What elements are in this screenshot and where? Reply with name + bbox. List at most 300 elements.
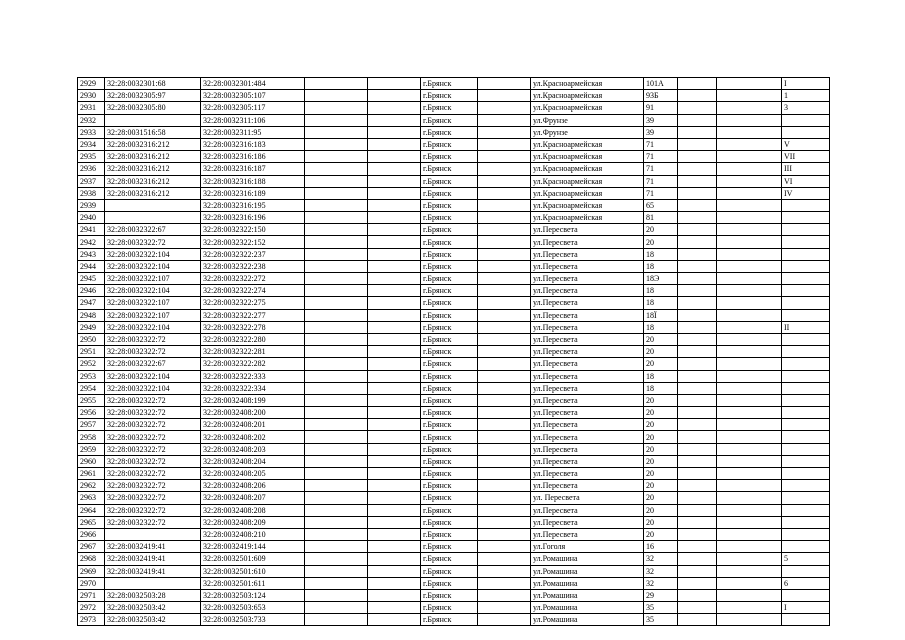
blank-cell-a	[305, 407, 368, 419]
city-cell: г.Брянск	[421, 236, 478, 248]
house-number-cell: 20	[644, 492, 678, 504]
premises-number-cell	[782, 443, 830, 455]
city-cell: г.Брянск	[421, 480, 478, 492]
blank-cell-a	[305, 138, 368, 150]
cadastral-number-cell: 32:28:0032311:106	[201, 114, 305, 126]
parent-cadastral-number-cell: 32:28:0032322:72	[105, 394, 201, 406]
street-cell: ул.Гоголя	[531, 541, 644, 553]
parent-cadastral-number-cell	[105, 199, 201, 211]
premises-number-cell	[782, 358, 830, 370]
house-number-cell: 20	[644, 419, 678, 431]
blank-cell-b	[368, 273, 421, 285]
blank-cell-b	[368, 492, 421, 504]
blank-cell-e	[717, 236, 782, 248]
parent-cadastral-number-cell	[105, 528, 201, 540]
house-number-cell: 20	[644, 394, 678, 406]
blank-cell-c	[478, 309, 531, 321]
premises-number-cell: 1	[782, 90, 830, 102]
blank-cell-a	[305, 273, 368, 285]
blank-cell-b	[368, 455, 421, 467]
blank-cell-a	[305, 224, 368, 236]
table-row	[78, 455, 830, 467]
cadastral-number-cell: 32:28:0032408:201	[201, 419, 305, 431]
parent-cadastral-number-cell: 32:28:0032322:72	[105, 492, 201, 504]
street-cell: ул.Пересвета	[531, 333, 644, 345]
city-cell: г.Брянск	[421, 102, 478, 114]
city-cell: г.Брянск	[421, 212, 478, 224]
cadastral-number-cell: 32:28:0032322:272	[201, 273, 305, 285]
parent-cadastral-number-cell: 32:28:0032322:72	[105, 236, 201, 248]
blank-cell-a	[305, 382, 368, 394]
parent-cadastral-number-cell: 32:28:0032316:212	[105, 151, 201, 163]
table-body	[78, 78, 830, 626]
blank-cell-a	[305, 333, 368, 345]
blank-cell-b	[368, 236, 421, 248]
blank-cell-d	[678, 407, 717, 419]
blank-cell-c	[478, 455, 531, 467]
parent-cadastral-number-cell: 32:28:0032322:72	[105, 443, 201, 455]
blank-cell-d	[678, 78, 717, 90]
blank-cell-c	[478, 541, 531, 553]
table-row	[78, 346, 830, 358]
street-cell: ул.Пересвета	[531, 224, 644, 236]
parent-cadastral-number-cell: 32:28:0032301:68	[105, 78, 201, 90]
blank-cell-d	[678, 504, 717, 516]
blank-cell-a	[305, 492, 368, 504]
blank-cell-a	[305, 565, 368, 577]
blank-cell-a	[305, 309, 368, 321]
parent-cadastral-number-cell: 32:28:0032322:107	[105, 273, 201, 285]
house-number-cell: 18	[644, 248, 678, 260]
street-cell: ул.Пересвета	[531, 394, 644, 406]
house-number-cell: 18Ї	[644, 309, 678, 321]
blank-cell-c	[478, 407, 531, 419]
cadastral-number-cell: 32:28:0032305:107	[201, 90, 305, 102]
cadastral-number-cell: 32:28:0032501:611	[201, 577, 305, 589]
blank-cell-a	[305, 516, 368, 528]
house-number-cell: 71	[644, 163, 678, 175]
blank-cell-d	[678, 212, 717, 224]
table-row	[78, 102, 830, 114]
table-row	[78, 565, 830, 577]
city-cell: г.Брянск	[421, 138, 478, 150]
row-number-cell: 2972	[78, 602, 105, 614]
row-number-cell: 2957	[78, 419, 105, 431]
house-number-cell: 32	[644, 577, 678, 589]
house-number-cell: 20	[644, 358, 678, 370]
blank-cell-d	[678, 565, 717, 577]
cadastral-number-cell: 32:28:0032322:281	[201, 346, 305, 358]
street-cell: ул.Ромашина	[531, 577, 644, 589]
blank-cell-b	[368, 187, 421, 199]
blank-cell-c	[478, 480, 531, 492]
house-number-cell: 18	[644, 321, 678, 333]
blank-cell-c	[478, 370, 531, 382]
city-cell: г.Брянск	[421, 565, 478, 577]
blank-cell-a	[305, 236, 368, 248]
blank-cell-c	[478, 90, 531, 102]
cadastral-number-cell: 32:28:0032311:95	[201, 126, 305, 138]
street-cell: ул.Красноармейская	[531, 199, 644, 211]
cadastral-number-cell: 32:28:0032503:653	[201, 602, 305, 614]
blank-cell-a	[305, 455, 368, 467]
premises-number-cell	[782, 285, 830, 297]
blank-cell-d	[678, 541, 717, 553]
blank-cell-c	[478, 236, 531, 248]
cadastral-number-cell: 32:28:0032322:150	[201, 224, 305, 236]
parent-cadastral-number-cell: 32:28:0032322:104	[105, 248, 201, 260]
blank-cell-c	[478, 602, 531, 614]
blank-cell-a	[305, 589, 368, 601]
blank-cell-b	[368, 212, 421, 224]
row-number-cell: 2964	[78, 504, 105, 516]
row-number-cell: 2936	[78, 163, 105, 175]
premises-number-cell	[782, 382, 830, 394]
table-row	[78, 224, 830, 236]
parent-cadastral-number-cell: 32:28:0032322:72	[105, 431, 201, 443]
parent-cadastral-number-cell: 32:28:0032305:97	[105, 90, 201, 102]
blank-cell-d	[678, 114, 717, 126]
table-row	[78, 273, 830, 285]
blank-cell-d	[678, 382, 717, 394]
table-row	[78, 394, 830, 406]
blank-cell-a	[305, 602, 368, 614]
blank-cell-c	[478, 589, 531, 601]
house-number-cell: 20	[644, 224, 678, 236]
city-cell: г.Брянск	[421, 273, 478, 285]
house-number-cell: 71	[644, 187, 678, 199]
blank-cell-a	[305, 199, 368, 211]
cadastral-number-cell: 32:28:0032408:205	[201, 468, 305, 480]
premises-number-cell: I	[782, 78, 830, 90]
blank-cell-d	[678, 516, 717, 528]
city-cell: г.Брянск	[421, 370, 478, 382]
blank-cell-e	[717, 382, 782, 394]
cadastral-number-cell: 32:28:0032316:187	[201, 163, 305, 175]
house-number-cell: 18	[644, 370, 678, 382]
table-row	[78, 138, 830, 150]
street-cell: ул.Пересвета	[531, 297, 644, 309]
city-cell: г.Брянск	[421, 321, 478, 333]
blank-cell-c	[478, 297, 531, 309]
row-number-cell: 2931	[78, 102, 105, 114]
parent-cadastral-number-cell: 32:28:0032322:107	[105, 309, 201, 321]
blank-cell-e	[717, 151, 782, 163]
parent-cadastral-number-cell: 32:28:0032316:212	[105, 175, 201, 187]
city-cell: г.Брянск	[421, 199, 478, 211]
street-cell: ул.Пересвета	[531, 528, 644, 540]
city-cell: г.Брянск	[421, 151, 478, 163]
blank-cell-a	[305, 553, 368, 565]
parent-cadastral-number-cell	[105, 577, 201, 589]
house-number-cell: 29	[644, 589, 678, 601]
blank-cell-d	[678, 589, 717, 601]
parent-cadastral-number-cell: 32:28:0032419:41	[105, 565, 201, 577]
blank-cell-b	[368, 285, 421, 297]
parent-cadastral-number-cell	[105, 212, 201, 224]
table-row	[78, 212, 830, 224]
blank-cell-d	[678, 151, 717, 163]
blank-cell-e	[717, 175, 782, 187]
blank-cell-a	[305, 175, 368, 187]
table-row	[78, 333, 830, 345]
street-cell: ул.Красноармейская	[531, 175, 644, 187]
house-number-cell: 35	[644, 614, 678, 626]
blank-cell-b	[368, 528, 421, 540]
blank-cell-c	[478, 553, 531, 565]
blank-cell-c	[478, 175, 531, 187]
blank-cell-a	[305, 346, 368, 358]
blank-cell-a	[305, 285, 368, 297]
parent-cadastral-number-cell: 32:28:0032316:212	[105, 187, 201, 199]
city-cell: г.Брянск	[421, 224, 478, 236]
blank-cell-a	[305, 431, 368, 443]
blank-cell-b	[368, 358, 421, 370]
table-row	[78, 90, 830, 102]
street-cell: ул.Пересвета	[531, 285, 644, 297]
premises-number-cell	[782, 273, 830, 285]
blank-cell-e	[717, 333, 782, 345]
premises-number-cell	[782, 346, 830, 358]
blank-cell-a	[305, 358, 368, 370]
row-number-cell: 2973	[78, 614, 105, 626]
blank-cell-d	[678, 273, 717, 285]
street-cell: ул.Ромашина	[531, 614, 644, 626]
table-row	[78, 78, 830, 90]
blank-cell-d	[678, 358, 717, 370]
blank-cell-d	[678, 480, 717, 492]
blank-cell-c	[478, 224, 531, 236]
table-row	[78, 541, 830, 553]
premises-number-cell	[782, 419, 830, 431]
city-cell: г.Брянск	[421, 175, 478, 187]
table-row	[78, 407, 830, 419]
blank-cell-e	[717, 468, 782, 480]
blank-cell-a	[305, 163, 368, 175]
parent-cadastral-number-cell: 32:28:0032503:28	[105, 589, 201, 601]
blank-cell-e	[717, 553, 782, 565]
city-cell: г.Брянск	[421, 297, 478, 309]
blank-cell-e	[717, 102, 782, 114]
blank-cell-e	[717, 614, 782, 626]
blank-cell-b	[368, 407, 421, 419]
cadastral-number-cell: 32:28:0032316:183	[201, 138, 305, 150]
premises-number-cell: 6	[782, 577, 830, 589]
blank-cell-e	[717, 589, 782, 601]
parent-cadastral-number-cell	[105, 114, 201, 126]
table-row	[78, 577, 830, 589]
premises-number-cell	[782, 248, 830, 260]
cadastral-number-cell: 32:28:0032408:210	[201, 528, 305, 540]
blank-cell-c	[478, 504, 531, 516]
table-row	[78, 504, 830, 516]
city-cell: г.Брянск	[421, 394, 478, 406]
blank-cell-c	[478, 516, 531, 528]
row-number-cell: 2960	[78, 455, 105, 467]
blank-cell-c	[478, 138, 531, 150]
premises-number-cell: IV	[782, 187, 830, 199]
city-cell: г.Брянск	[421, 260, 478, 272]
row-number-cell: 2943	[78, 248, 105, 260]
cadastral-number-cell: 32:28:0032322:237	[201, 248, 305, 260]
cadastral-number-cell: 32:28:0032322:334	[201, 382, 305, 394]
street-cell: ул.Пересвета	[531, 504, 644, 516]
table-row	[78, 468, 830, 480]
city-cell: г.Брянск	[421, 346, 478, 358]
table-row	[78, 285, 830, 297]
blank-cell-e	[717, 419, 782, 431]
street-cell: ул. Пересвета	[531, 492, 644, 504]
city-cell: г.Брянск	[421, 455, 478, 467]
row-number-cell: 2933	[78, 126, 105, 138]
row-number-cell: 2944	[78, 260, 105, 272]
table-row	[78, 492, 830, 504]
premises-number-cell	[782, 516, 830, 528]
street-cell: ул.Красноармейская	[531, 151, 644, 163]
cadastral-number-cell: 32:28:0032316:196	[201, 212, 305, 224]
row-number-cell: 2962	[78, 480, 105, 492]
row-number-cell: 2938	[78, 187, 105, 199]
blank-cell-d	[678, 248, 717, 260]
cadastral-number-cell: 32:28:0032322:277	[201, 309, 305, 321]
cadastral-number-cell: 32:28:0032301:484	[201, 78, 305, 90]
row-number-cell: 2958	[78, 431, 105, 443]
table-row	[78, 602, 830, 614]
blank-cell-c	[478, 187, 531, 199]
house-number-cell: 20	[644, 455, 678, 467]
street-cell: ул.Пересвета	[531, 260, 644, 272]
blank-cell-e	[717, 248, 782, 260]
blank-cell-b	[368, 394, 421, 406]
row-number-cell: 2952	[78, 358, 105, 370]
cadastral-number-cell: 32:28:0032408:208	[201, 504, 305, 516]
street-cell: ул.Красноармейская	[531, 138, 644, 150]
row-number-cell: 2939	[78, 199, 105, 211]
table-row	[78, 431, 830, 443]
blank-cell-a	[305, 577, 368, 589]
blank-cell-e	[717, 541, 782, 553]
city-cell: г.Брянск	[421, 528, 478, 540]
cadastral-number-cell: 32:28:0032503:733	[201, 614, 305, 626]
row-number-cell: 2946	[78, 285, 105, 297]
premises-number-cell: II	[782, 321, 830, 333]
house-number-cell: 32	[644, 565, 678, 577]
blank-cell-d	[678, 419, 717, 431]
blank-cell-b	[368, 504, 421, 516]
blank-cell-e	[717, 321, 782, 333]
cadastral-number-cell: 32:28:0032316:195	[201, 199, 305, 211]
premises-number-cell	[782, 455, 830, 467]
blank-cell-b	[368, 297, 421, 309]
city-cell: г.Брянск	[421, 589, 478, 601]
blank-cell-d	[678, 260, 717, 272]
row-number-cell: 2935	[78, 151, 105, 163]
premises-number-cell	[782, 480, 830, 492]
house-number-cell: 71	[644, 138, 678, 150]
house-number-cell: 101А	[644, 78, 678, 90]
street-cell: ул.Пересвета	[531, 321, 644, 333]
row-number-cell: 2966	[78, 528, 105, 540]
blank-cell-a	[305, 541, 368, 553]
blank-cell-d	[678, 431, 717, 443]
blank-cell-b	[368, 577, 421, 589]
premises-number-cell: 3	[782, 102, 830, 114]
cadastral-number-cell: 32:28:0032322:275	[201, 297, 305, 309]
cadastral-number-cell: 32:28:0032408:203	[201, 443, 305, 455]
street-cell: ул.Пересвета	[531, 358, 644, 370]
row-number-cell: 2932	[78, 114, 105, 126]
blank-cell-e	[717, 407, 782, 419]
parent-cadastral-number-cell: 32:28:0032305:80	[105, 102, 201, 114]
blank-cell-b	[368, 480, 421, 492]
blank-cell-e	[717, 90, 782, 102]
blank-cell-e	[717, 346, 782, 358]
blank-cell-e	[717, 516, 782, 528]
premises-number-cell	[782, 589, 830, 601]
blank-cell-e	[717, 309, 782, 321]
city-cell: г.Брянск	[421, 541, 478, 553]
blank-cell-c	[478, 333, 531, 345]
blank-cell-d	[678, 614, 717, 626]
blank-cell-c	[478, 492, 531, 504]
register-table	[77, 77, 830, 626]
street-cell: ул.Пересвета	[531, 407, 644, 419]
premises-number-cell: V	[782, 138, 830, 150]
cadastral-number-cell: 32:28:0032408:199	[201, 394, 305, 406]
table-row	[78, 589, 830, 601]
house-number-cell: 39	[644, 114, 678, 126]
row-number-cell: 2970	[78, 577, 105, 589]
blank-cell-e	[717, 297, 782, 309]
table-row	[78, 370, 830, 382]
parent-cadastral-number-cell: 32:28:0032322:72	[105, 480, 201, 492]
row-number-cell: 2947	[78, 297, 105, 309]
row-number-cell: 2956	[78, 407, 105, 419]
blank-cell-b	[368, 614, 421, 626]
blank-cell-b	[368, 602, 421, 614]
house-number-cell: 20	[644, 528, 678, 540]
blank-cell-a	[305, 370, 368, 382]
cadastral-number-cell: 32:28:0032322:282	[201, 358, 305, 370]
parent-cadastral-number-cell: 32:28:0032322:72	[105, 419, 201, 431]
city-cell: г.Брянск	[421, 126, 478, 138]
city-cell: г.Брянск	[421, 602, 478, 614]
blank-cell-d	[678, 528, 717, 540]
premises-number-cell: III	[782, 163, 830, 175]
blank-cell-a	[305, 528, 368, 540]
blank-cell-e	[717, 126, 782, 138]
blank-cell-b	[368, 248, 421, 260]
city-cell: г.Брянск	[421, 114, 478, 126]
city-cell: г.Брянск	[421, 516, 478, 528]
premises-number-cell	[782, 492, 830, 504]
blank-cell-e	[717, 577, 782, 589]
cadastral-number-cell: 32:28:0032316:186	[201, 151, 305, 163]
blank-cell-a	[305, 90, 368, 102]
blank-cell-d	[678, 126, 717, 138]
row-number-cell: 2950	[78, 333, 105, 345]
parent-cadastral-number-cell: 32:28:0032316:212	[105, 138, 201, 150]
house-number-cell: 18	[644, 285, 678, 297]
blank-cell-b	[368, 382, 421, 394]
row-number-cell: 2929	[78, 78, 105, 90]
blank-cell-a	[305, 468, 368, 480]
house-number-cell: 20	[644, 236, 678, 248]
cadastral-number-cell: 32:28:0032316:189	[201, 187, 305, 199]
blank-cell-a	[305, 212, 368, 224]
blank-cell-c	[478, 565, 531, 577]
blank-cell-d	[678, 199, 717, 211]
